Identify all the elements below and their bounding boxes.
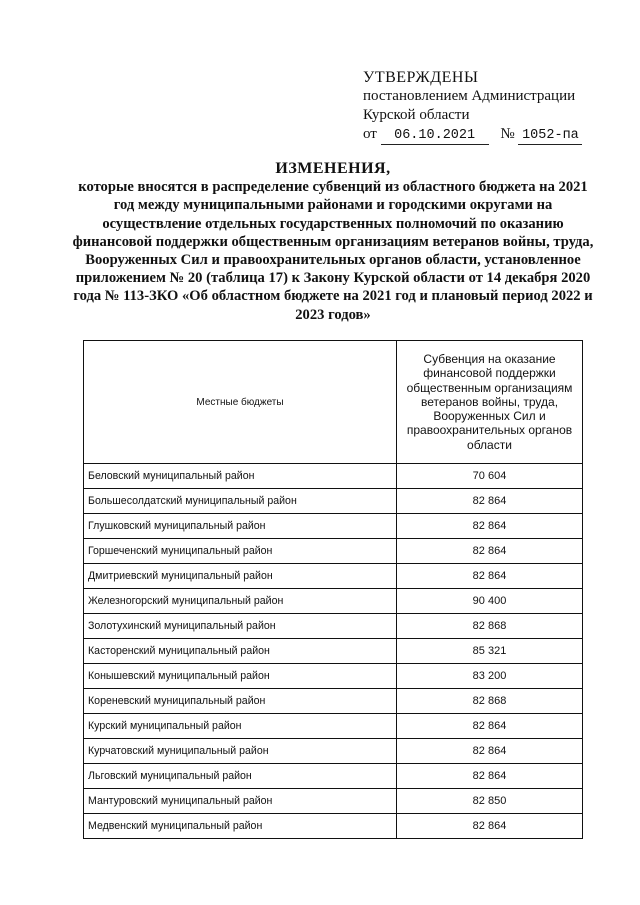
header-local-budgets: Местные бюджеты (84, 341, 397, 464)
approval-line-1: постановлением Администрации (363, 88, 576, 104)
header-subsidy: Субвенция на оказание финансовой поддержки общественным организациям ветеранов войны, труда, Вооруженных Сил и правоохранительных органов области (397, 341, 583, 464)
table-row (84, 514, 583, 539)
table-row (84, 789, 583, 814)
table-row (84, 764, 583, 789)
table-row (84, 614, 583, 639)
subsidy-value: 82 868 (397, 689, 583, 714)
table-row (84, 539, 583, 564)
subsidy-value: 82 864 (397, 564, 583, 589)
subsidy-value: 83 200 (397, 664, 583, 689)
district-name: Золотухинский муниципальный район (84, 614, 397, 639)
subsidy-value: 85 321 (397, 639, 583, 664)
table-row (84, 564, 583, 589)
table-header-row (84, 341, 583, 464)
number-prefix: № (500, 126, 515, 142)
subsidy-value: 82 868 (397, 614, 583, 639)
district-name: Конышевский муниципальный район (84, 664, 397, 689)
table-row (84, 814, 583, 839)
approval-number: 1052-па (518, 128, 582, 145)
approval-line-2: Курской области (363, 107, 470, 123)
district-name: Касторенский муниципальный район (84, 639, 397, 664)
table-row (84, 689, 583, 714)
table-row (84, 739, 583, 764)
district-name: Беловский муниципальный район (84, 464, 397, 489)
subsidy-value: 82 864 (397, 539, 583, 564)
district-name: Льговский муниципальный район (84, 764, 397, 789)
district-name: Медвенский муниципальный район (84, 814, 397, 839)
district-name: Железногорский муниципальный район (84, 589, 397, 614)
subsidy-value: 82 864 (397, 814, 583, 839)
district-name: Дмитриевский муниципальный район (84, 564, 397, 589)
subsidy-value: 70 604 (397, 464, 583, 489)
heading-text: которые вносятся в распределение субвенций из областного бюджета на 2021 год между муниципальными районами и городскими округами на осуществление отдельных государственных полномочий по оказанию финансовой поддержки общественным организациям ветеранов войны, труда, Вооруженных Сил и правоохранительных органов области, установленное приложением № 20 (таблица 17) к Закону Курской области от 14 декабря 2020 года № 113-ЗКО «Об областном бюджете на 2021 год и плановый период 2022 и 2023 годов» (72, 179, 594, 323)
approval-block (363, 68, 633, 145)
subsidy-table (83, 340, 583, 839)
subsidy-value: 82 864 (397, 739, 583, 764)
document-heading (70, 160, 596, 324)
table-row (84, 664, 583, 689)
table-row (84, 489, 583, 514)
heading-title: ИЗМЕНЕНИЯ, (275, 160, 391, 177)
district-name: Мантуровский муниципальный район (84, 789, 397, 814)
district-name: Глушковский муниципальный район (84, 514, 397, 539)
table-row (84, 589, 583, 614)
subsidy-value: 82 864 (397, 489, 583, 514)
subsidy-value: 82 864 (397, 514, 583, 539)
district-name: Кореневский муниципальный район (84, 689, 397, 714)
approval-title: УТВЕРЖДЕНЫ (363, 69, 479, 86)
table-row (84, 714, 583, 739)
subsidy-value: 82 864 (397, 714, 583, 739)
district-name: Большесолдатский муниципальный район (84, 489, 397, 514)
date-prefix: от (363, 126, 377, 142)
subsidy-value: 82 850 (397, 789, 583, 814)
district-name: Горшеченский муниципальный район (84, 539, 397, 564)
table-row (84, 464, 583, 489)
district-name: Курчатовский муниципальный район (84, 739, 397, 764)
subsidy-value: 90 400 (397, 589, 583, 614)
approval-date: 06.10.2021 (381, 128, 489, 145)
approval-date-line (363, 125, 633, 145)
district-name: Курский муниципальный район (84, 714, 397, 739)
subsidy-value: 82 864 (397, 764, 583, 789)
table-row (84, 639, 583, 664)
